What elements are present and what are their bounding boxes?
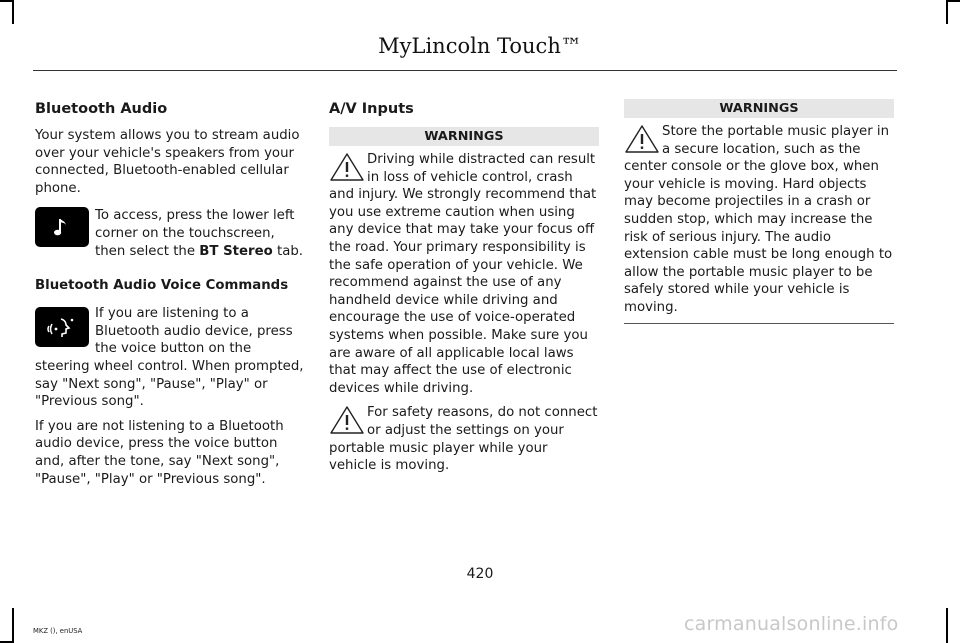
warnings-header: WARNINGS bbox=[329, 127, 599, 146]
access-text-end: tab. bbox=[272, 243, 304, 259]
warnings-end-rule bbox=[624, 323, 894, 324]
not-listening-text: If you are not listening to a Bluetooth audio device, press the voice button and, after the tone, say "Next song", "Pause", "Play" or "Previous song". bbox=[35, 418, 284, 487]
warning-triangle-icon bbox=[329, 405, 365, 435]
voice-text: If you are listening to a Bluetooth audio device, press the voice button on the steering wheel control. When prompted, say "Next song", "Pause", "Play" or "Previous song". bbox=[35, 306, 304, 410]
page-title: MyLincoln Touch™ bbox=[378, 34, 582, 58]
bluetooth-intro: Your system allows you to stream audio over your vehicle's speakers from your connected, Bluetooth-enabled cellular phone. bbox=[35, 128, 300, 196]
warning-triangle-icon bbox=[329, 152, 365, 182]
warning-storage-text: Store the portable music player in a secure location, such as the center console or the glove box, when your vehicle is moving. Hard objects may become projectiles in a crash or sudden stop, which may increase the risk of serious injury. The audio extension cable must be long enough to allow the portable music player to be safely stored while your vehicle is moving. bbox=[624, 124, 893, 315]
access-text: To access, press the lower left corner on the touchscreen, then select the bbox=[95, 208, 295, 259]
column-bluetooth-audio bbox=[35, 98, 305, 488]
footer-code: MKZ (), enUSA bbox=[33, 627, 83, 635]
crop-mark bbox=[946, 608, 948, 643]
watermark: carmanualsonline.info bbox=[684, 613, 899, 635]
voice-instruction bbox=[35, 305, 305, 411]
warning-portable-player bbox=[329, 404, 599, 474]
page-number: 420 bbox=[466, 566, 494, 582]
crop-mark bbox=[946, 0, 948, 24]
warning-distraction bbox=[329, 151, 599, 397]
warning-storage bbox=[624, 123, 894, 317]
section-heading-bluetooth-audio: Bluetooth Audio bbox=[35, 101, 168, 117]
crop-mark bbox=[0, 0, 12, 2]
access-instruction bbox=[35, 207, 305, 260]
warning-triangle-icon bbox=[624, 124, 660, 154]
crop-mark bbox=[12, 608, 14, 643]
crop-mark bbox=[0, 641, 12, 643]
warnings-header: WARNINGS bbox=[624, 99, 894, 118]
bt-stereo-label: BT Stereo bbox=[199, 243, 273, 259]
column-av-inputs bbox=[329, 98, 599, 475]
music-note-icon bbox=[35, 207, 89, 247]
voice-button-icon bbox=[35, 307, 89, 347]
crop-mark bbox=[946, 0, 960, 2]
column-warnings bbox=[624, 99, 894, 324]
header-divider bbox=[33, 70, 897, 71]
subheading-voice-commands: Bluetooth Audio Voice Commands bbox=[35, 278, 289, 294]
warning-portable-player-text: For safety reasons, do not connect or adjust the settings on your portable music player while your vehicle is moving. bbox=[329, 405, 598, 474]
crop-mark bbox=[12, 0, 14, 24]
section-heading-av-inputs: A/V Inputs bbox=[329, 101, 414, 117]
warning-distraction-text: Driving while distracted can result in loss of vehicle control, crash and injury. We strongly recommend that you use extreme caution when using any device that may take your focus off the road. Your primary responsibility is the safe operation of your vehicle. We recommend against the use of any handheld device while driving and encourage the use of voice-operated systems when possible. Make sure you are aware of all applicable local laws that may affect the use of electronic devices while driving. bbox=[329, 152, 597, 396]
